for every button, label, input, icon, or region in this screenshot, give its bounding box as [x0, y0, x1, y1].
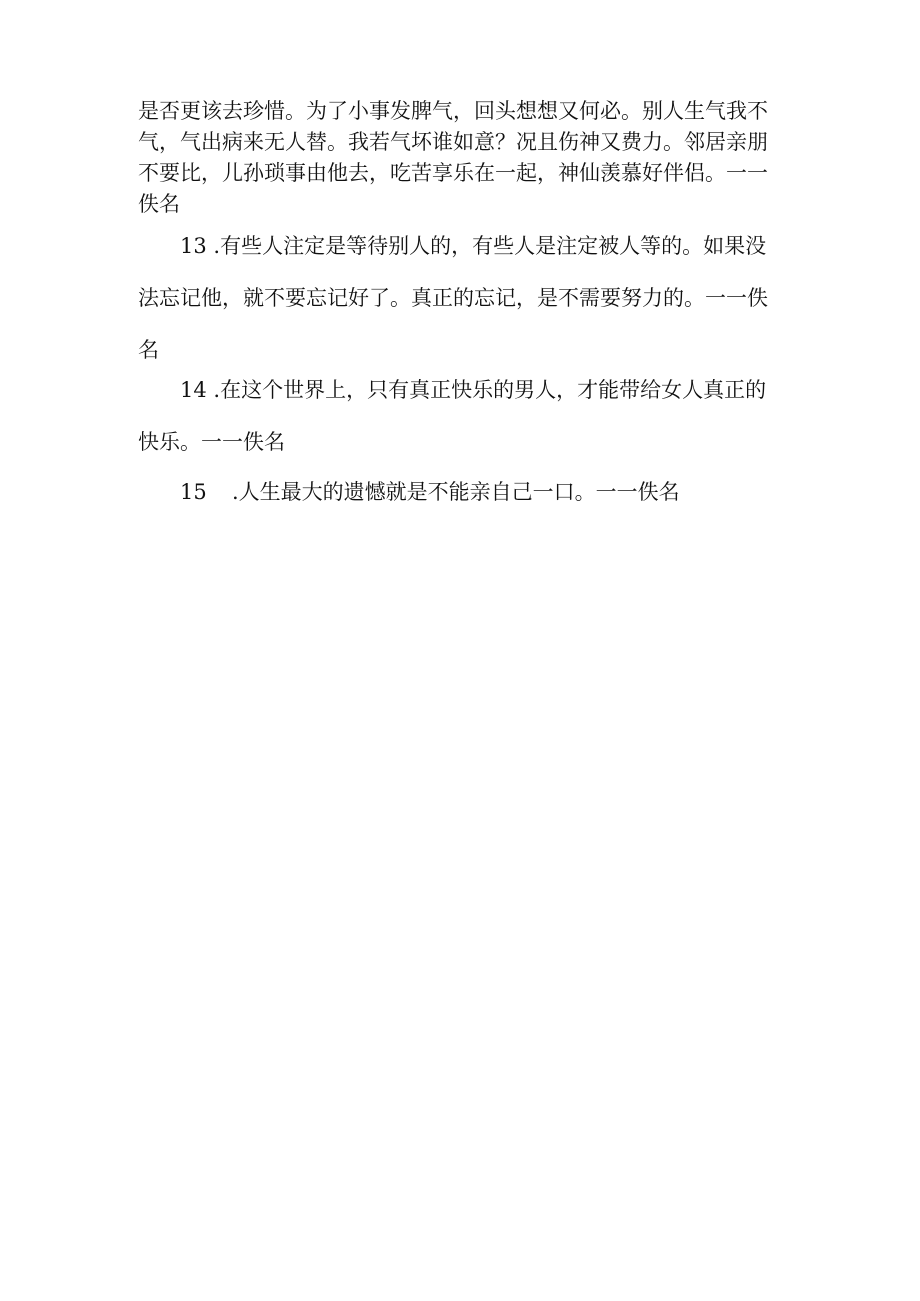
text-line: 不要比，儿孙琐事由他去，吃苦享乐在一起，神仙羡慕好伴侣。一一 — [138, 161, 768, 185]
text-line: 快乐。一一佚名 — [138, 430, 285, 454]
text-line — [138, 220, 788, 272]
continuation-paragraph — [138, 96, 788, 220]
item-text: .在这个世界上，只有真正快乐的男人，才能带给女人真正的 — [206, 378, 767, 402]
text-line — [138, 364, 788, 416]
text-line: 气，气出病来无人替。我若气坏谁如意？况且伤神又费力。邻居亲朋 — [138, 130, 768, 154]
text-line — [138, 466, 788, 518]
text-line: 名 — [138, 338, 159, 362]
quote-item-15 — [138, 466, 788, 518]
item-number: 13 — [180, 234, 207, 258]
text-line: 法忘记他，就不要忘记好了。真正的忘记，是不需要努力的。一一佚 — [138, 286, 768, 310]
text-line: 佚名 — [138, 192, 180, 216]
item-number: 15 — [180, 480, 207, 504]
quote-item-14 — [138, 364, 788, 468]
quote-item-13 — [138, 220, 788, 376]
text-line: 是否更该去珍惜。为了小事发脾气，回头想想又何必。别人生气我不 — [138, 99, 768, 123]
item-text: .人生最大的遗憾就是不能亲自己一口。一一佚名 — [232, 480, 680, 504]
item-text: .有些人注定是等待别人的，有些人是注定被人等的。如果没 — [206, 234, 767, 258]
item-number: 14 — [180, 378, 207, 402]
